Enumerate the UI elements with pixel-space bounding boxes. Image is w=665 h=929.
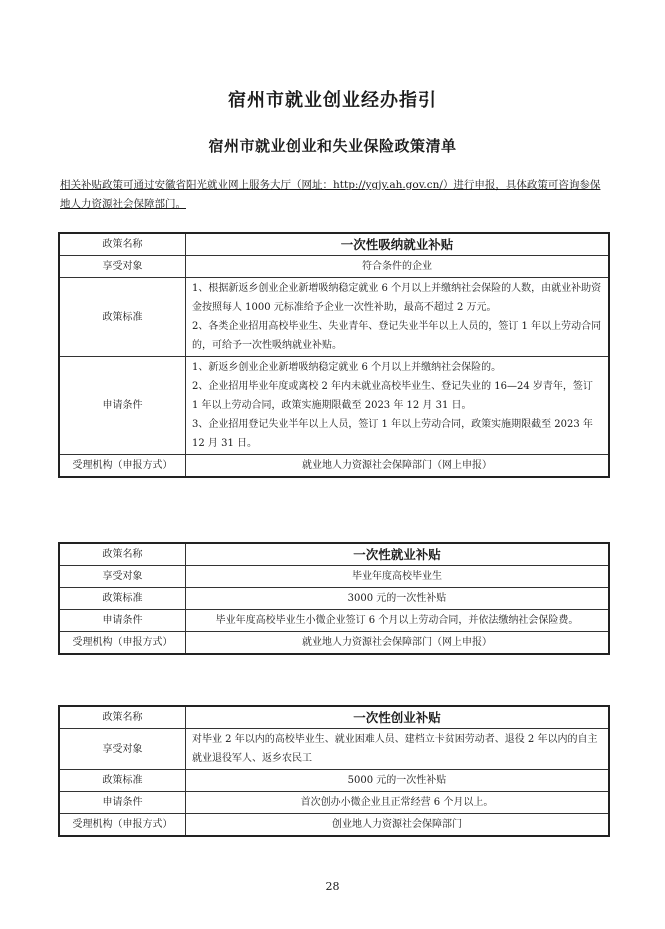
intro-note: [60, 176, 608, 214]
row-label: 享受对象: [59, 566, 186, 588]
table-row: [59, 610, 609, 632]
policy-name: 一次性吸纳就业补贴: [186, 233, 610, 256]
intro-note-after: ）进行申报，具体政策可咨询参保地人力资源社会保障部门。: [60, 179, 601, 210]
policy-table-absorb-employment: [58, 232, 610, 478]
website-link[interactable]: http://ygjy.ah.gov.cn/: [333, 179, 443, 191]
table-row: [59, 706, 609, 729]
row-label: 受理机构（申报方式）: [59, 814, 186, 837]
row-label: 受理机构（申报方式）: [59, 632, 186, 655]
paragraph: 3、企业招用登记失业半年以上人员，签订 1 年以上劳动合同，政策实施期限截至 2023 年 12 月 31 日。: [192, 419, 593, 449]
row-value: 符合条件的企业: [186, 256, 610, 278]
row-label: 申请条件: [59, 610, 186, 632]
table-row: [59, 729, 609, 770]
policy-name: 一次性就业补贴: [186, 543, 610, 566]
table-row: [59, 632, 609, 655]
row-label: 申请条件: [59, 792, 186, 814]
paragraph: 2、各类企业招用高校毕业生、失业青年、登记失业半年以上人员的，签订 1 年以上劳动合同的，可给予一次性吸纳就业补贴。: [192, 321, 602, 351]
intro-note-before: 相关补贴政策可通过安徽省阳光就业网上服务大厅（网址：: [60, 179, 333, 191]
table-row: [59, 770, 609, 792]
row-value: 首次创办小微企业且正常经营 6 个月以上。: [186, 792, 610, 814]
row-label: 政策名称: [59, 543, 186, 566]
row-label: 享受对象: [59, 729, 186, 770]
row-label: 申请条件: [59, 357, 186, 455]
table-row: [59, 256, 609, 278]
row-label: 政策名称: [59, 233, 186, 256]
row-label: 政策标准: [59, 278, 186, 357]
table-row: [59, 814, 609, 837]
row-label: 政策名称: [59, 706, 186, 729]
row-label: 政策标准: [59, 770, 186, 792]
row-label: 受理机构（申报方式）: [59, 455, 186, 478]
document-subtitle: 宿州市就业创业和失业保险政策清单: [208, 137, 457, 155]
row-value: 对毕业 2 年以内的高校毕业生、就业困难人员、建档立卡贫困劳动者、退役 2 年以内的自主就业退役军人、返乡农民工: [186, 729, 610, 770]
paragraph: 2、企业招用毕业年度或离校 2 年内未就业高校毕业生、登记失业的 16—24 岁青年，签订 1 年以上劳动合同，政策实施期限截至 2023 年 12 月 31 日。: [192, 381, 593, 411]
row-label: 享受对象: [59, 256, 186, 278]
row-label: 政策标准: [59, 588, 186, 610]
paragraph: 1、新返乡创业企业新增吸纳稳定就业 6 个月以上并缴纳社会保险的。: [192, 362, 502, 373]
row-value: 创业地人力资源社会保障部门: [186, 814, 610, 837]
table-row: [59, 588, 609, 610]
table-row: [59, 357, 609, 455]
document-title: 宿州市就业创业经办指引: [228, 90, 437, 111]
row-value: 就业地人力资源社会保障部门（网上申报）: [186, 455, 610, 478]
row-value: 毕业年度高校毕业生: [186, 566, 610, 588]
table-row: [59, 566, 609, 588]
row-value: [186, 357, 610, 455]
row-value: 5000 元的一次性补贴: [186, 770, 610, 792]
row-value: 就业地人力资源社会保障部门（网上申报）: [186, 632, 610, 655]
table-row: [59, 278, 609, 357]
policy-name: 一次性创业补贴: [186, 706, 610, 729]
table-row: [59, 455, 609, 478]
policy-table-one-time-employment: [58, 542, 610, 655]
row-value: 毕业年度高校毕业生小微企业签订 6 个月以上劳动合同，并依法缴纳社会保险费。: [186, 610, 610, 632]
table-row: [59, 792, 609, 814]
page-number: 28: [325, 880, 340, 893]
table-row: [59, 543, 609, 566]
row-value: 3000 元的一次性补贴: [186, 588, 610, 610]
policy-table-one-time-entrepreneurship: [58, 705, 610, 837]
table-row: [59, 233, 609, 256]
row-value: [186, 278, 610, 357]
paragraph: 1、根据新返乡创业企业新增吸纳稳定就业 6 个月以上并缴纳社会保险的人数，由就业补助资金按照每人 1000 元标准给予企业一次性补助，最高不超过 2 万元。: [192, 283, 602, 313]
